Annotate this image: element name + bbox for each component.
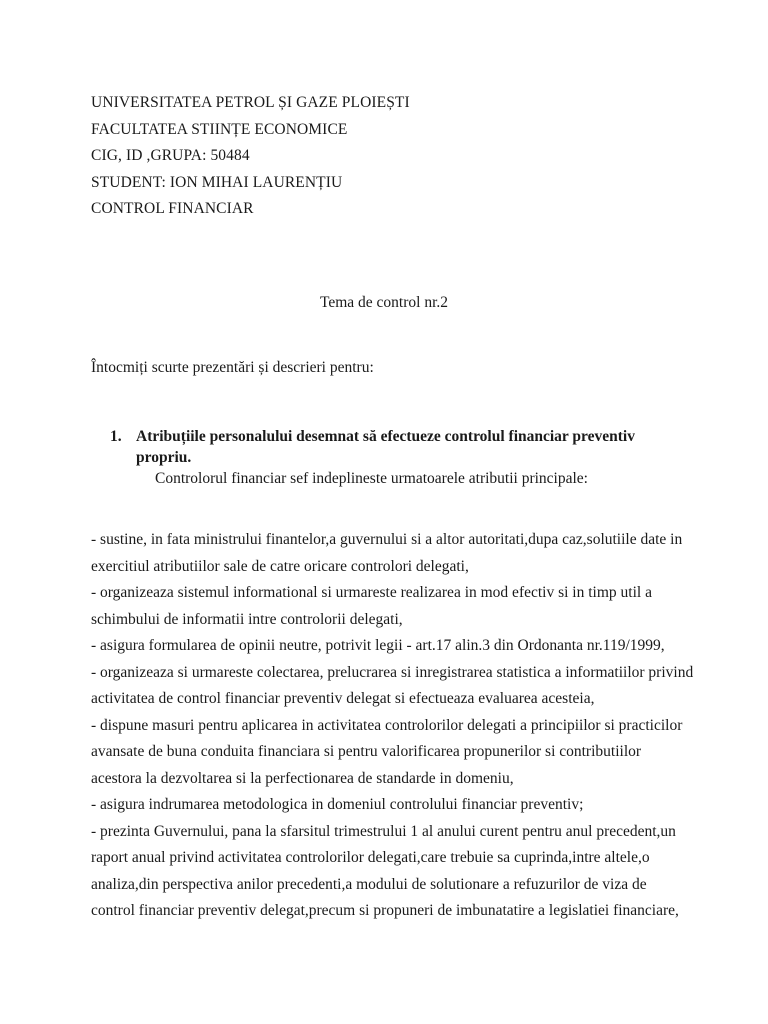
body-line: control financiar preventiv delegat,precum si propuneri de imbunatatire a legislatiei financiare, [91,902,679,919]
body-line: exercitiul atributiilor sale de catre oricare controlori delegati, [91,557,469,575]
course-name: CONTROL FINANCIAR [91,200,254,217]
body-line: - asigura indrumarea metodologica in domeniul controlului financiar preventiv; [91,796,584,813]
section-1 [110,426,670,489]
body-line: activitatea de control financiar preventiv delegat si efectueaza evaluarea acesteia, [91,690,595,707]
faculty-name: FACULTATEA STIINȚE ECONOMICE [91,120,348,138]
body-line: avansate de buna conduita financiara si pentru valorificarea propunerilor si contributiilor [91,743,642,760]
section-intro-text: Controlorul financiar sef indeplineste urmatoarele atributii principale: [155,470,588,487]
body-line: - asigura formularea de opinii neutre, potrivit legii - art.17 alin.3 din Ordonanta nr.119/1999, [91,637,665,654]
body-line: analiza,din perspectiva anilor precedenti,a modului de solutionare a refuzurilor de viza de [91,875,647,893]
body-line: - organizeaza sistemul informational si urmareste realizarea in mod efectiv si in timp util a [91,584,652,601]
document-header [91,90,410,223]
section-heading-line-1: Atribuțiile personalului desemnat să efectueze controlul financiar preventiv [136,428,635,445]
body-line: schimbului de informatii intre controlorii delegati, [91,610,403,628]
document-title: Tema de control nr.2 [319,294,449,311]
body-text [91,527,694,925]
body-line: - prezinta Guvernului, pana la sfarsitul trimestrului 1 al anului curent pentru anul precedent,un [91,822,676,840]
section-heading-line-2: propriu. [136,449,192,466]
student-name: STUDENT: ION MIHAI LAURENȚIU [91,173,343,191]
body-line: - dispune masuri pentru aplicarea in activitatea controlorilor delegati a principiilor si practicilor [91,716,683,734]
body-line: - organizeaza si urmareste colectarea, prelucrarea si inregistrarea statistica a informatiilor privind [91,663,694,681]
assignment-intro: Întocmiți scurte prezentări și descrieri pentru: [91,359,374,376]
body-line: acestora la dezvoltarea si la perfectionarea de standarde in domeniu, [91,769,514,787]
group-info: CIG, ID ,GRUPA: 50484 [91,147,250,164]
body-line: raport anual privind activitatea controlorilor delegati,care trebuie sa cuprinda,intre altele,o [91,849,650,866]
body-line: - sustine, in fata ministrului finantelor,a guvernului si a altor autoritati,dupa caz,solutiile date in [91,531,683,548]
university-name: UNIVERSITATEA PETROL ȘI GAZE PLOIEȘTI [91,94,410,111]
section-number: 1. [110,428,122,445]
section-heading [110,426,670,468]
